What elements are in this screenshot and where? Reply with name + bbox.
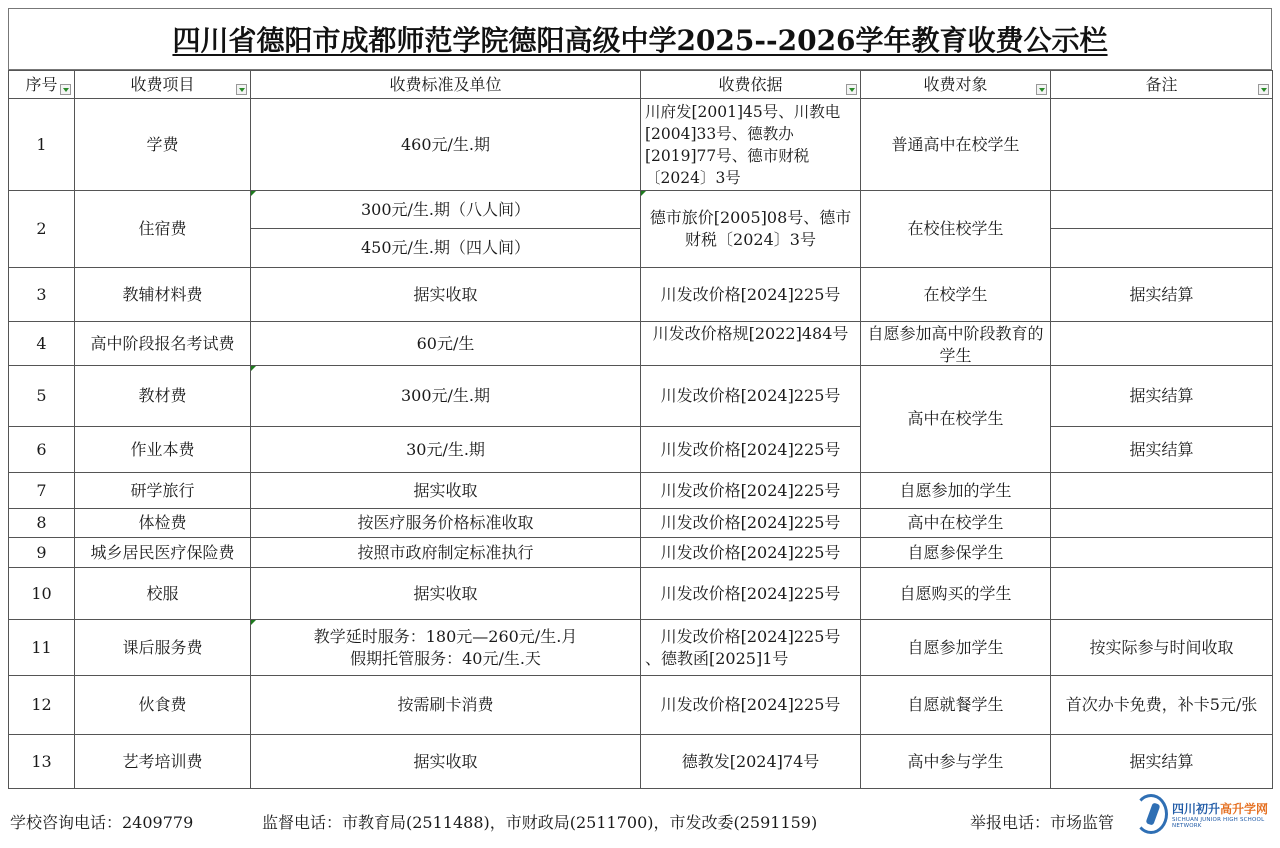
cell-standard: 60元/生	[251, 322, 641, 366]
standard-line-1: 教学延时服务：180元—260元/生.月	[313, 626, 578, 646]
table-row	[9, 509, 1273, 538]
cell-standard: 30元/生.期	[251, 427, 641, 473]
cell-note: 据实结算	[1051, 735, 1273, 789]
cell-target: 自愿参保学生	[861, 538, 1051, 568]
page-title: 四川省德阳市成都师范学院德阳高级中学2025--2026学年教育收费公示栏	[172, 24, 1108, 57]
cell-target: 在校学生	[861, 268, 1051, 322]
cell-standard	[251, 620, 641, 676]
title-row	[8, 8, 1272, 70]
cell-no: 12	[9, 676, 75, 735]
cell-note	[1051, 538, 1273, 568]
table-row	[9, 191, 1273, 229]
cell-standard: 按需刷卡消费	[251, 676, 641, 735]
cell-target: 自愿参加的学生	[861, 473, 1051, 509]
cell-no: 11	[9, 620, 75, 676]
header-standard: 收费标准及单位	[251, 71, 641, 99]
cell-target: 自愿就餐学生	[861, 676, 1051, 735]
cell-no: 13	[9, 735, 75, 789]
cell-item: 教材费	[75, 366, 251, 427]
table-row	[9, 538, 1273, 568]
cell-item: 校服	[75, 568, 251, 620]
cell-item: 艺考培训费	[75, 735, 251, 789]
cell-item: 教辅材料费	[75, 268, 251, 322]
table-row	[9, 268, 1273, 322]
cell-basis	[641, 322, 861, 366]
cell-standard: 据实收取	[251, 268, 641, 322]
footer-contacts	[8, 804, 1272, 838]
cell-note	[1051, 99, 1273, 191]
cell-basis: 川发改价格[2024]225号	[641, 268, 861, 322]
cell-basis: 川发改价格[2024]225号	[641, 676, 861, 735]
header-note: 备注	[1051, 71, 1273, 99]
filter-dropdown-icon[interactable]	[60, 84, 71, 95]
cell-standard: 按照市政府制定标准执行	[251, 538, 641, 568]
cell-basis: 川发改价格[2024]225号	[641, 366, 861, 427]
table-row	[9, 427, 1273, 473]
cell-standard: 300元/生.期	[251, 366, 641, 427]
cell-item: 伙食费	[75, 676, 251, 735]
cell-no: 8	[9, 509, 75, 538]
filter-dropdown-icon[interactable]	[1036, 84, 1047, 95]
cell-basis	[641, 620, 861, 676]
cell-no: 1	[9, 99, 75, 191]
cell-note	[1051, 473, 1273, 509]
cell-note: 据实结算	[1051, 366, 1273, 427]
cell-basis-text: 川府发[2001]45号、川教电[2004]33号、德教办[2019]77号、德市财税〔2024〕3号	[645, 103, 841, 187]
cell-no: 3	[9, 268, 75, 322]
supervision-phones: 监督电话：市教育局(2511488)，市财政局(2511700)，市发改委(2591159)	[262, 812, 818, 832]
runner-logo-icon	[1134, 794, 1168, 834]
cell-item: 体检费	[75, 509, 251, 538]
cell-item: 课后服务费	[75, 620, 251, 676]
cell-target: 自愿参加学生	[861, 620, 1051, 676]
cell-no: 6	[9, 427, 75, 473]
header-item: 收费项目	[75, 71, 251, 99]
consult-phone: 学校咨询电话：2409779	[10, 812, 194, 832]
table-row	[9, 366, 1273, 427]
cell-note	[1051, 509, 1273, 538]
basis-line-2: 、德教函[2025]1号	[645, 648, 789, 668]
cell-basis-text: 川发改价格规[2022]484号	[652, 323, 849, 343]
cell-item: 城乡居民医疗保险费	[75, 538, 251, 568]
header-no: 序号	[9, 71, 75, 99]
cell-note: 据实结算	[1051, 268, 1273, 322]
filter-dropdown-icon[interactable]	[846, 84, 857, 95]
cell-basis: 川发改价格[2024]225号	[641, 473, 861, 509]
table-row	[9, 568, 1273, 620]
cell-note	[1051, 322, 1273, 366]
logo-english: SICHUAN JUNIOR HIGH SCHOOL NETWORK	[1172, 816, 1265, 829]
fee-notice-sheet	[8, 8, 1272, 848]
cell-note: 按实际参与时间收取	[1051, 620, 1273, 676]
filter-dropdown-icon[interactable]	[236, 84, 247, 95]
site-logo	[1134, 791, 1274, 837]
cell-basis: 川发改价格[2024]225号	[641, 568, 861, 620]
cell-item: 学费	[75, 99, 251, 191]
logo-text	[1172, 800, 1274, 829]
cell-target: 普通高中在校学生	[861, 99, 1051, 191]
cell-standard: 据实收取	[251, 568, 641, 620]
cell-basis: 川发改价格[2024]225号	[641, 538, 861, 568]
cell-note	[1051, 191, 1273, 229]
cell-note: 首次办卡免费，补卡5元/张	[1051, 676, 1273, 735]
standard-line-2: 假期托管服务：40元/生.天	[350, 648, 541, 668]
cell-no: 9	[9, 538, 75, 568]
cell-note	[1051, 229, 1273, 268]
cell-standard: 按医疗服务价格标准收取	[251, 509, 641, 538]
cell-target: 在校住校学生	[861, 191, 1051, 268]
cell-note	[1051, 568, 1273, 620]
header-row	[9, 71, 1273, 99]
cell-basis: 德教发[2024]74号	[641, 735, 861, 789]
basis-line-1: 川发改价格[2024]225号	[660, 626, 841, 646]
table-row	[9, 99, 1273, 191]
cell-target: 高中在校学生	[861, 366, 1051, 473]
cell-target: 高中参与学生	[861, 735, 1051, 789]
cell-basis: 川发改价格[2024]225号	[641, 427, 861, 473]
cell-item: 住宿费	[75, 191, 251, 268]
cell-basis: 川发改价格[2024]225号	[641, 509, 861, 538]
cell-item: 研学旅行	[75, 473, 251, 509]
cell-basis: 德市旅价[2005]08号、德市财税〔2024〕3号	[641, 191, 861, 268]
cell-note: 据实结算	[1051, 427, 1273, 473]
cell-item: 作业本费	[75, 427, 251, 473]
cell-no: 2	[9, 191, 75, 268]
header-target: 收费对象	[861, 71, 1051, 99]
table-row	[9, 322, 1273, 366]
report-phone: 举报电话：市场监管	[970, 812, 1115, 832]
cell-no: 5	[9, 366, 75, 427]
cell-target: 自愿购买的学生	[861, 568, 1051, 620]
cell-no: 7	[9, 473, 75, 509]
cell-item: 高中阶段报名考试费	[75, 322, 251, 366]
filter-dropdown-icon[interactable]	[1258, 84, 1269, 95]
cell-target: 高中在校学生	[861, 509, 1051, 538]
cell-target-text: 自愿参加高中阶段教育的学生	[867, 323, 1044, 365]
logo-name: 四川初升高升学网	[1172, 801, 1269, 816]
cell-no: 4	[9, 322, 75, 366]
fee-table	[8, 70, 1273, 789]
cell-standard: 300元/生.期（八人间）	[251, 191, 641, 229]
table-row	[9, 676, 1273, 735]
table-row	[9, 620, 1273, 676]
cell-standard: 据实收取	[251, 735, 641, 789]
cell-basis	[641, 99, 861, 191]
table-row	[9, 735, 1273, 789]
cell-standard: 据实收取	[251, 473, 641, 509]
cell-standard: 460元/生.期	[251, 99, 641, 191]
cell-target	[861, 322, 1051, 366]
table-row	[9, 473, 1273, 509]
cell-no: 10	[9, 568, 75, 620]
header-basis: 收费依据	[641, 71, 861, 99]
cell-standard: 450元/生.期（四人间）	[251, 229, 641, 268]
